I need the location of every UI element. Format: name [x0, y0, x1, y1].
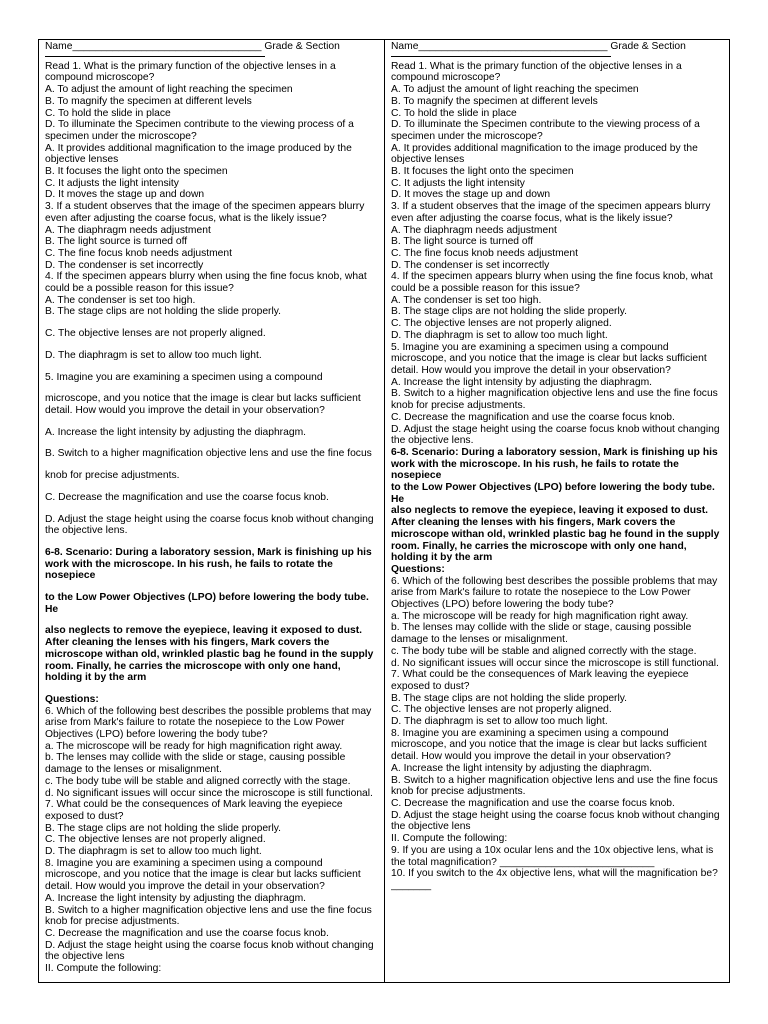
worksheet	[38, 39, 730, 983]
section-heading: II. Compute the following:	[391, 833, 508, 845]
scenario-text: 6-8. Scenario: During a laboratory session, Mark is finishing up his work with the microscope. In his rush, he fails to rotate the nosepiece	[391, 446, 718, 482]
answer-option: B. To magnify the specimen at different levels	[45, 95, 252, 107]
answer-option: D. The diaphragm is set to allow too much light.	[391, 329, 608, 341]
header-blank-line	[45, 53, 265, 57]
scenario-text: to the Low Power Objectives (LPO) before lowering the body tube. He	[391, 482, 715, 505]
column-divider	[384, 40, 385, 982]
compute-question: 10. If you switch to the 4x objective lens, what will the magnification be? _______	[391, 868, 718, 891]
question-line: 5. Imagine you are examining a specimen using a compound	[45, 371, 323, 383]
header-blank-line	[391, 53, 611, 57]
section-heading: II. Compute the following:	[45, 963, 162, 975]
question-line: 6. Which of the following best describes the possible problems that may arise from Mark's failure to rotate the nosepiece to the Low Power Objectives (LPO) before lowering the body tube?	[45, 705, 372, 741]
scenario-text: also neglects to remove the eyepiece, leaving it exposed to dust. After cleaning the lenses with his fingers, Mark covers the microscope withan old, wrinkled plastic bag he found in the supply room. Finally, he carries the microscope with only one hand, holding it by the arm	[391, 505, 720, 564]
answer-option: C. Decrease the magnification and use the coarse focus knob.	[45, 491, 329, 503]
answer-option: B. The stage clips are not holding the slide properly.	[45, 822, 282, 834]
question-line: 7. What could be the consequences of Mark leaving the eyepiece exposed to dust?	[391, 669, 689, 692]
question-line: 5. Imagine you are examining a specimen using a compound microscope, and you notice that the image is clear but lacks sufficient detail. How would you improve the detail in your observation?	[391, 341, 707, 376]
answer-option: A. The diaphragm needs adjustment	[45, 224, 211, 236]
answer-option: B. Switch to a higher magnification objective lens and use the fine focus knob for precise adjustments.	[391, 388, 718, 412]
answer-option: C. The objective lenses are not properly aligned.	[45, 328, 266, 340]
answer-option: A. The condenser is set too high.	[391, 294, 542, 306]
answer-option: A. It provides additional magnification to the image produced by the objective lenses	[391, 142, 698, 166]
answer-option: b. The lenses may collide with the slide or stage, causing possible damage to the lenses or misalignment.	[391, 622, 692, 646]
answer-option: D. The diaphragm is set to allow too much light.	[391, 716, 608, 728]
answer-option: D. It moves the stage up and down	[391, 189, 551, 201]
answer-option: A. To adjust the amount of light reaching the specimen	[391, 84, 639, 96]
answer-option: B. The stage clips are not holding the slide properly.	[45, 306, 282, 318]
answer-option: D. Adjust the stage height using the coarse focus knob without changing the objective lens.	[391, 423, 720, 447]
answer-option: C. It adjusts the light intensity	[391, 177, 525, 189]
grade-section-label: Grade & Section	[264, 41, 340, 52]
answer-option: D. The condenser is set incorrectly	[45, 259, 204, 271]
left-column	[45, 40, 377, 982]
name-grade-header	[45, 40, 377, 53]
answer-option: D. Adjust the stage height using the coarse focus knob without changing the objective lens	[391, 809, 720, 833]
answer-option: D. To illuminate the Specimen contribute to the viewing process of a specimen under the microscope?	[45, 119, 354, 142]
question-line: Read 1. What is the primary function of the objective lenses in a compound microscope?	[391, 60, 682, 84]
answer-option: B. It focuses the light onto the specimen	[391, 166, 574, 178]
answer-option: D. To illuminate the Specimen contribute to the viewing process of a specimen under the microscope?	[391, 119, 700, 142]
name-label: Name_________________________________	[45, 41, 262, 52]
answer-option: a. The microscope will be ready for high magnification right away.	[45, 740, 343, 752]
answer-option: C. The fine focus knob needs adjustment	[45, 247, 232, 259]
questions-heading: Questions:	[45, 693, 99, 705]
answer-option: A. The condenser is set too high.	[45, 294, 196, 306]
right-column	[391, 40, 725, 982]
question-line: 7. What could be the consequences of Mark leaving the eyepiece exposed to dust?	[45, 799, 343, 822]
answer-option: B. Switch to a higher magnification objective lens and use the fine focus	[45, 448, 372, 460]
name-grade-header	[391, 40, 725, 53]
question-line: 8. Imagine you are examining a specimen using a compound microscope, and you notice that the image is clear but lacks sufficient detail. How would you improve the detail in your observation?	[45, 857, 361, 893]
answer-option: C. Decrease the magnification and use the coarse focus knob.	[391, 411, 675, 423]
compute-question: 9. If you are using a 10x ocular lens and the 10x objective lens, what is the total magnification? ___________________________	[391, 844, 714, 868]
answer-option: A. Increase the light intensity by adjusting the diaphragm.	[45, 426, 307, 438]
question-line: 4. If the specimen appears blurry when using the fine focus knob, what could be a possible reason for this issue?	[391, 271, 713, 295]
answer-option: D. The diaphragm is set to allow too much light.	[45, 349, 262, 361]
answer-option: D. Adjust the stage height using the coarse focus knob without changing the objective lens	[45, 939, 374, 963]
answer-option: B. It focuses the light onto the specimen	[45, 166, 228, 178]
answer-option: B. The stage clips are not holding the slide properly.	[391, 692, 628, 704]
answer-option: A. It provides additional magnification to the image produced by the objective lenses	[45, 142, 352, 166]
answer-option: A. The diaphragm needs adjustment	[391, 224, 557, 236]
scenario-text: 6-8. Scenario: During a laboratory session, Mark is finishing up his work with the microscope. In his rush, he fails to rotate the nosepiece	[45, 546, 372, 582]
answer-option: A. Increase the light intensity by adjusting the diaphragm.	[391, 762, 653, 774]
answer-option: B. The light source is turned off	[45, 236, 188, 248]
answer-option: A. To adjust the amount of light reaching the specimen	[45, 84, 293, 96]
answer-option: D. The diaphragm is set to allow too much light.	[45, 846, 262, 858]
answer-option: d. No significant issues will occur since the microscope is still functional.	[45, 787, 373, 799]
answer-option: B. The light source is turned off	[391, 236, 534, 248]
answer-option: B. Switch to a higher magnification objective lens and use the fine focus knob for precise adjustments.	[391, 774, 718, 798]
answer-option: D. The condenser is set incorrectly	[391, 259, 550, 271]
answer-option: B. The stage clips are not holding the slide properly.	[391, 306, 628, 318]
answer-option: A. Increase the light intensity by adjusting the diaphragm.	[45, 892, 307, 904]
questions-heading: Questions:	[391, 563, 445, 575]
answer-option: d. No significant issues will occur since the microscope is still functional.	[391, 657, 719, 669]
question-line: Read 1. What is the primary function of the objective lenses in a compound microscope?	[45, 60, 336, 84]
name-label: Name_________________________________	[391, 41, 608, 52]
answer-option: D. Adjust the stage height using the coarse focus knob without changing the objective lens.	[45, 513, 374, 537]
question-line: 8. Imagine you are examining a specimen using a compound microscope, and you notice that the image is clear but lacks sufficient detail. How would you improve the detail in your observation?	[391, 727, 707, 763]
question-line: microscope, and you notice that the image is clear but lacks sufficient detail. How would you improve the detail in your observation?	[45, 393, 361, 416]
answer-option: C. The objective lenses are not properly aligned.	[391, 318, 612, 330]
answer-option: C. To hold the slide in place	[45, 107, 171, 119]
answer-option: c. The body tube will be stable and aligned correctly with the stage.	[391, 645, 697, 657]
answer-option: knob for precise adjustments.	[45, 470, 180, 482]
question-line: 3. If a student observes that the image of the specimen appears blurry even after adjusting the coarse focus, what is the likely issue?	[391, 201, 711, 224]
answer-option: C. It adjusts the light intensity	[45, 177, 179, 189]
answer-option: C. Decrease the magnification and use the coarse focus knob.	[391, 798, 675, 809]
scenario-text: also neglects to remove the eyepiece, leaving it exposed to dust. After cleaning the lenses with his fingers, Mark covers the microscope withan old, wrinkled plastic bag he found in the supply room. Finally, he carries the microscope with only one hand, holding it by the arm	[45, 625, 374, 684]
answer-option: b. The lenses may collide with the slide or stage, causing possible damage to the lenses or misalignment.	[45, 752, 346, 776]
question-line: 4. If the specimen appears blurry when using the fine focus knob, what could be a possible reason for this issue?	[45, 271, 367, 295]
scenario-text: to the Low Power Objectives (LPO) before lowering the body tube. He	[45, 592, 369, 615]
answer-option: c. The body tube will be stable and aligned correctly with the stage.	[45, 775, 351, 787]
question-line: 3. If a student observes that the image of the specimen appears blurry even after adjusting the coarse focus, what is the likely issue?	[45, 201, 365, 224]
answer-option: C. The objective lenses are not properly aligned.	[391, 704, 612, 716]
answer-option: C. To hold the slide in place	[391, 107, 517, 119]
answer-option: B. Switch to a higher magnification objective lens and use the fine focus knob for precise adjustments.	[45, 904, 372, 928]
answer-option: C. Decrease the magnification and use the coarse focus knob.	[45, 928, 329, 939]
answer-option: C. The fine focus knob needs adjustment	[391, 247, 578, 259]
answer-option: D. It moves the stage up and down	[45, 189, 205, 201]
answer-option: A. Increase the light intensity by adjusting the diaphragm.	[391, 376, 653, 388]
answer-option: B. To magnify the specimen at different levels	[391, 95, 598, 107]
answer-option: C. The objective lenses are not properly aligned.	[45, 834, 266, 846]
question-line: 6. Which of the following best describes the possible problems that may arise from Mark's failure to rotate the nosepiece to the Low Power Objectives (LPO) before lowering the body tube?	[391, 575, 718, 611]
grade-section-label: Grade & Section	[610, 41, 686, 52]
answer-option: a. The microscope will be ready for high magnification right away.	[391, 610, 689, 622]
